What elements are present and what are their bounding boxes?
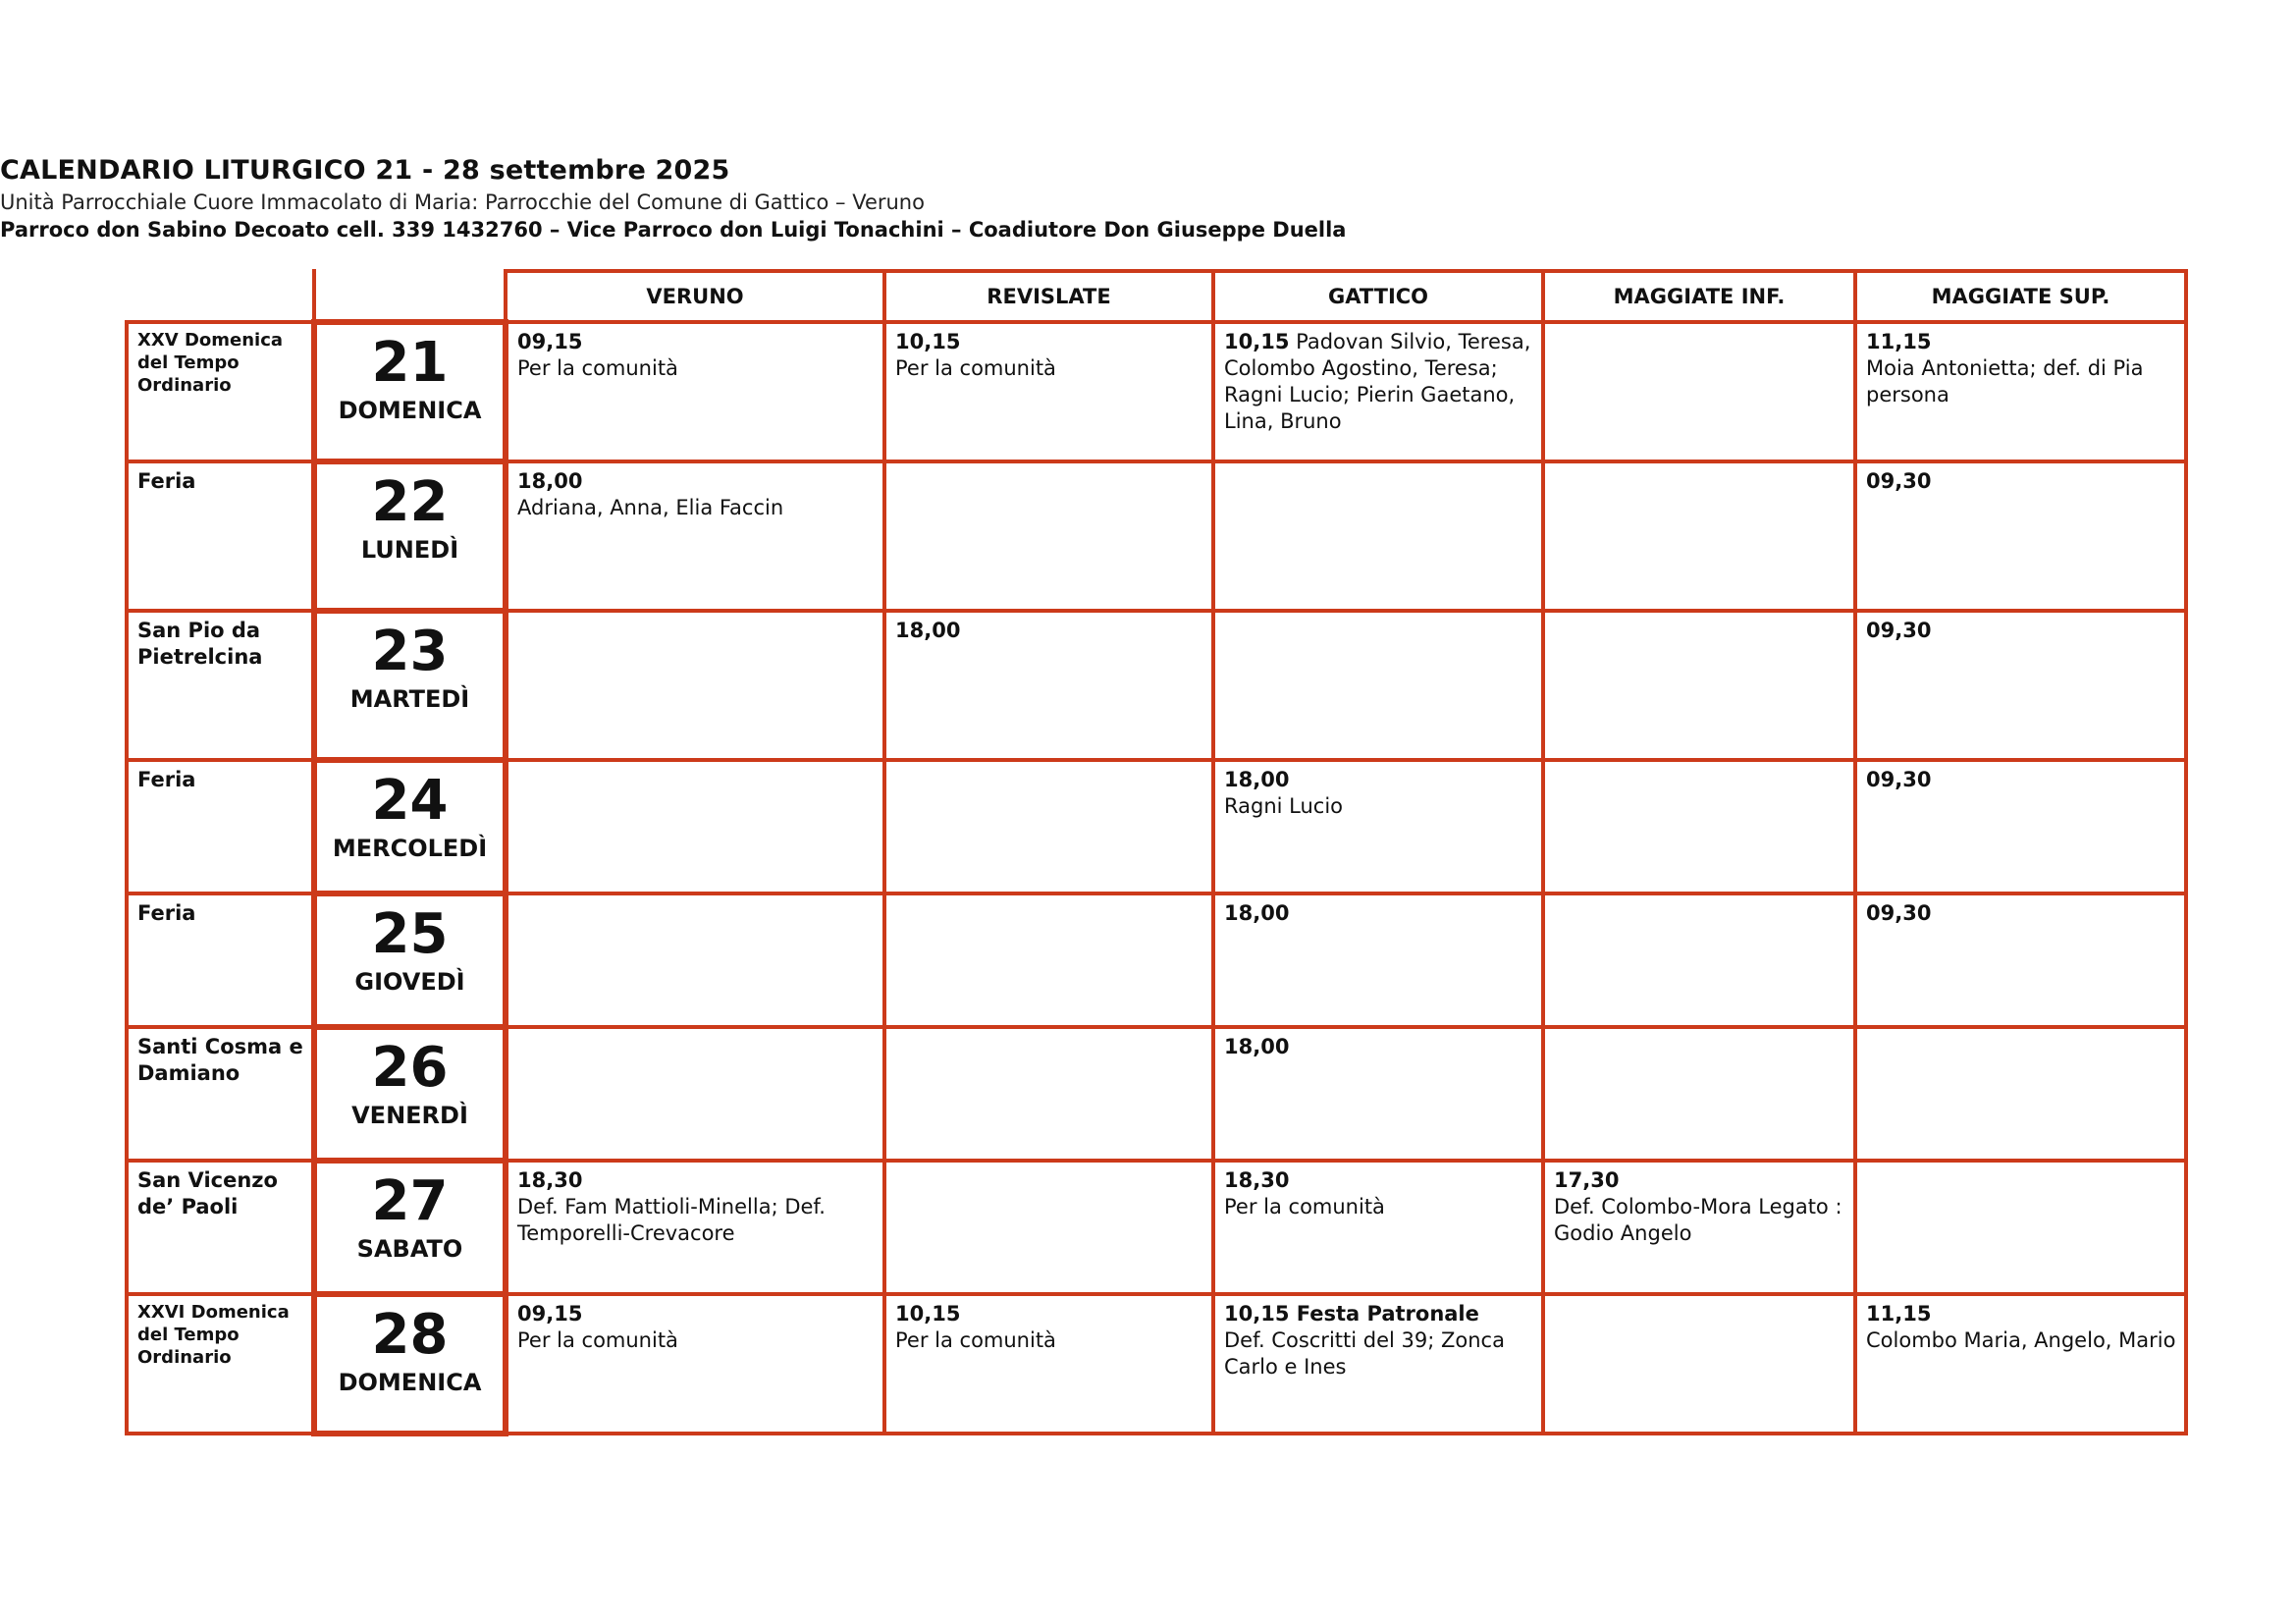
day-number: 27 [371, 1169, 449, 1233]
mass-intention: Def. Coscritti del 39; Zonca Carlo e Ines [1224, 1328, 1505, 1379]
day-cell [314, 1294, 506, 1434]
mass-cell-revislate [884, 893, 1213, 1027]
day-name: DOMENICA [338, 397, 482, 424]
mass-cell-veruno [506, 1027, 884, 1161]
location-header-maggiate-sup: MAGGIATE SUP. [1855, 271, 2186, 322]
mass-cell-revislate [884, 760, 1213, 893]
mass-cell-revislate [884, 1027, 1213, 1161]
mass-cell-revislate [884, 322, 1213, 461]
mass-cell-maggiate-inf [1543, 760, 1855, 893]
day-number: 28 [371, 1303, 449, 1367]
mass-cell-veruno [506, 1161, 884, 1294]
mass-time: 18,30 [517, 1168, 583, 1192]
day-name: VENERDÌ [351, 1102, 468, 1129]
mass-cell-maggiate-inf [1543, 893, 1855, 1027]
day-cell [314, 1161, 506, 1294]
mass-time: 10,15 [895, 330, 961, 353]
day-cell [314, 1027, 506, 1161]
mass-cell-maggiate-sup [1855, 322, 2186, 461]
page-title: CALENDARIO LITURGICO 21 - 28 settembre 2025 [0, 155, 730, 186]
mass-cell-gattico [1213, 611, 1543, 760]
mass-intention: Colombo Maria, Angelo, Mario [1866, 1328, 2176, 1352]
day-number: 26 [371, 1036, 449, 1100]
feast-cell: San Pio da Pietrelcina [127, 611, 314, 760]
clergy-line: Parroco don Sabino Decoato cell. 339 1432760 – Vice Parroco don Luigi Tonachini – Coadiutore Don Giuseppe Duella [0, 218, 1347, 242]
mass-cell-maggiate-sup [1855, 611, 2186, 760]
mass-cell-maggiate-sup [1855, 760, 2186, 893]
mass-cell-maggiate-inf [1543, 461, 1855, 611]
mass-intention: Moia Antonietta; def. di Pia persona [1866, 356, 2144, 406]
mass-intention: Per la comunità [895, 1328, 1056, 1352]
mass-intention: Per la comunità [517, 1328, 678, 1352]
day-name: LUNEDÌ [360, 536, 459, 564]
mass-time: 18,00 [1224, 901, 1290, 925]
mass-time: 17,30 [1554, 1168, 1620, 1192]
liturgical-calendar-table [125, 269, 2188, 1436]
mass-cell-maggiate-inf [1543, 322, 1855, 461]
day-cell [314, 461, 506, 611]
mass-time: 18,30 [1224, 1168, 1290, 1192]
day-number: 24 [371, 769, 449, 833]
mass-cell-veruno [506, 1294, 884, 1434]
mass-cell-maggiate-sup [1855, 1161, 2186, 1294]
location-header-row [127, 271, 2186, 322]
day-row [127, 461, 2186, 611]
mass-time: 11,15 [1866, 1302, 1932, 1326]
mass-cell-veruno [506, 760, 884, 893]
day-row [127, 1294, 2186, 1434]
mass-time: 10,15 Festa Patronale [1224, 1302, 1479, 1326]
mass-time: 10,15 [1224, 330, 1290, 353]
day-cell [314, 322, 506, 461]
mass-cell-maggiate-sup [1855, 1294, 2186, 1434]
mass-time: 18,00 [517, 469, 583, 493]
mass-cell-gattico [1213, 461, 1543, 611]
mass-cell-revislate [884, 611, 1213, 760]
mass-intention-inline: Padovan Silvio, Teresa, Colombo Agostino, Teresa; Ragni Lucio; Pierin Gaetano, Lina, Bruno [1224, 330, 1531, 433]
mass-time: 09,30 [1866, 619, 1932, 642]
day-cell [314, 893, 506, 1027]
feast-cell: San Vicenzo de’ Paoli [127, 1161, 314, 1294]
mass-cell-maggiate-inf [1543, 1161, 1855, 1294]
feast-cell: XXV Domenica del Tempo Ordinario [127, 322, 314, 461]
day-row [127, 760, 2186, 893]
feast-cell: Feria [127, 893, 314, 1027]
mass-time: 18,00 [1224, 768, 1290, 791]
day-row [127, 1027, 2186, 1161]
feast-cell: Feria [127, 760, 314, 893]
day-number: 22 [371, 470, 449, 534]
day-number: 23 [371, 620, 449, 683]
mass-intention: Ragni Lucio [1224, 794, 1344, 818]
mass-intention: Def. Colombo-Mora Legato : Godio Angelo [1554, 1195, 1842, 1245]
feast-cell: Feria [127, 461, 314, 611]
mass-cell-veruno [506, 461, 884, 611]
mass-cell-maggiate-inf [1543, 611, 1855, 760]
mass-time: 10,15 [895, 1302, 961, 1326]
mass-cell-revislate [884, 1161, 1213, 1294]
mass-intention: Def. Fam Mattioli-Minella; Def. Temporelli-Crevacore [517, 1195, 826, 1245]
day-row [127, 611, 2186, 760]
mass-intention: Per la comunità [517, 356, 678, 380]
blank-corner-cell [127, 271, 314, 322]
day-row [127, 893, 2186, 1027]
day-name: MERCOLEDÌ [332, 835, 488, 862]
day-name: SABATO [356, 1235, 463, 1263]
location-header-gattico: GATTICO [1213, 271, 1543, 322]
day-number: 25 [371, 902, 449, 966]
mass-cell-gattico [1213, 1294, 1543, 1434]
mass-cell-veruno [506, 322, 884, 461]
mass-cell-maggiate-inf [1543, 1027, 1855, 1161]
day-name: DOMENICA [338, 1369, 482, 1396]
mass-time: 09,30 [1866, 901, 1932, 925]
mass-time: 09,30 [1866, 469, 1932, 493]
mass-cell-veruno [506, 611, 884, 760]
mass-time: 18,00 [895, 619, 961, 642]
mass-cell-veruno [506, 893, 884, 1027]
mass-cell-maggiate-sup [1855, 461, 2186, 611]
mass-cell-maggiate-sup [1855, 893, 2186, 1027]
mass-cell-gattico [1213, 760, 1543, 893]
day-cell [314, 760, 506, 893]
mass-time: 09,15 [517, 1302, 583, 1326]
mass-time: 11,15 [1866, 330, 1932, 353]
day-name: MARTEDÌ [349, 685, 470, 713]
mass-cell-gattico [1213, 1027, 1543, 1161]
mass-intention: Per la comunità [1224, 1195, 1385, 1218]
feast-cell: XXVI Domenica del Tempo Ordinario [127, 1294, 314, 1434]
day-name: GIOVEDÌ [354, 968, 465, 996]
mass-cell-maggiate-sup [1855, 1027, 2186, 1161]
day-cell [314, 611, 506, 760]
location-header-revislate: REVISLATE [884, 271, 1213, 322]
mass-cell-gattico [1213, 893, 1543, 1027]
parish-unit-subtitle: Unità Parrocchiale Cuore Immacolato di Maria: Parrocchie del Comune di Gattico – Veruno [0, 190, 925, 214]
blank-corner-cell [314, 271, 506, 322]
mass-cell-maggiate-inf [1543, 1294, 1855, 1434]
mass-cell-revislate [884, 1294, 1213, 1434]
mass-cell-gattico [1213, 322, 1543, 461]
mass-time: 09,30 [1866, 768, 1932, 791]
mass-cell-gattico [1213, 1161, 1543, 1294]
day-row [127, 1161, 2186, 1294]
location-header-maggiate-inf: MAGGIATE INF. [1543, 271, 1855, 322]
mass-intention: Adriana, Anna, Elia Faccin [517, 496, 784, 519]
day-number: 21 [371, 331, 449, 395]
mass-cell-revislate [884, 461, 1213, 611]
mass-intention: Per la comunità [895, 356, 1056, 380]
day-row [127, 322, 2186, 461]
mass-time: 18,00 [1224, 1035, 1290, 1058]
location-header-veruno: VERUNO [506, 271, 884, 322]
mass-time: 09,15 [517, 330, 583, 353]
feast-cell: Santi Cosma e Damiano [127, 1027, 314, 1161]
